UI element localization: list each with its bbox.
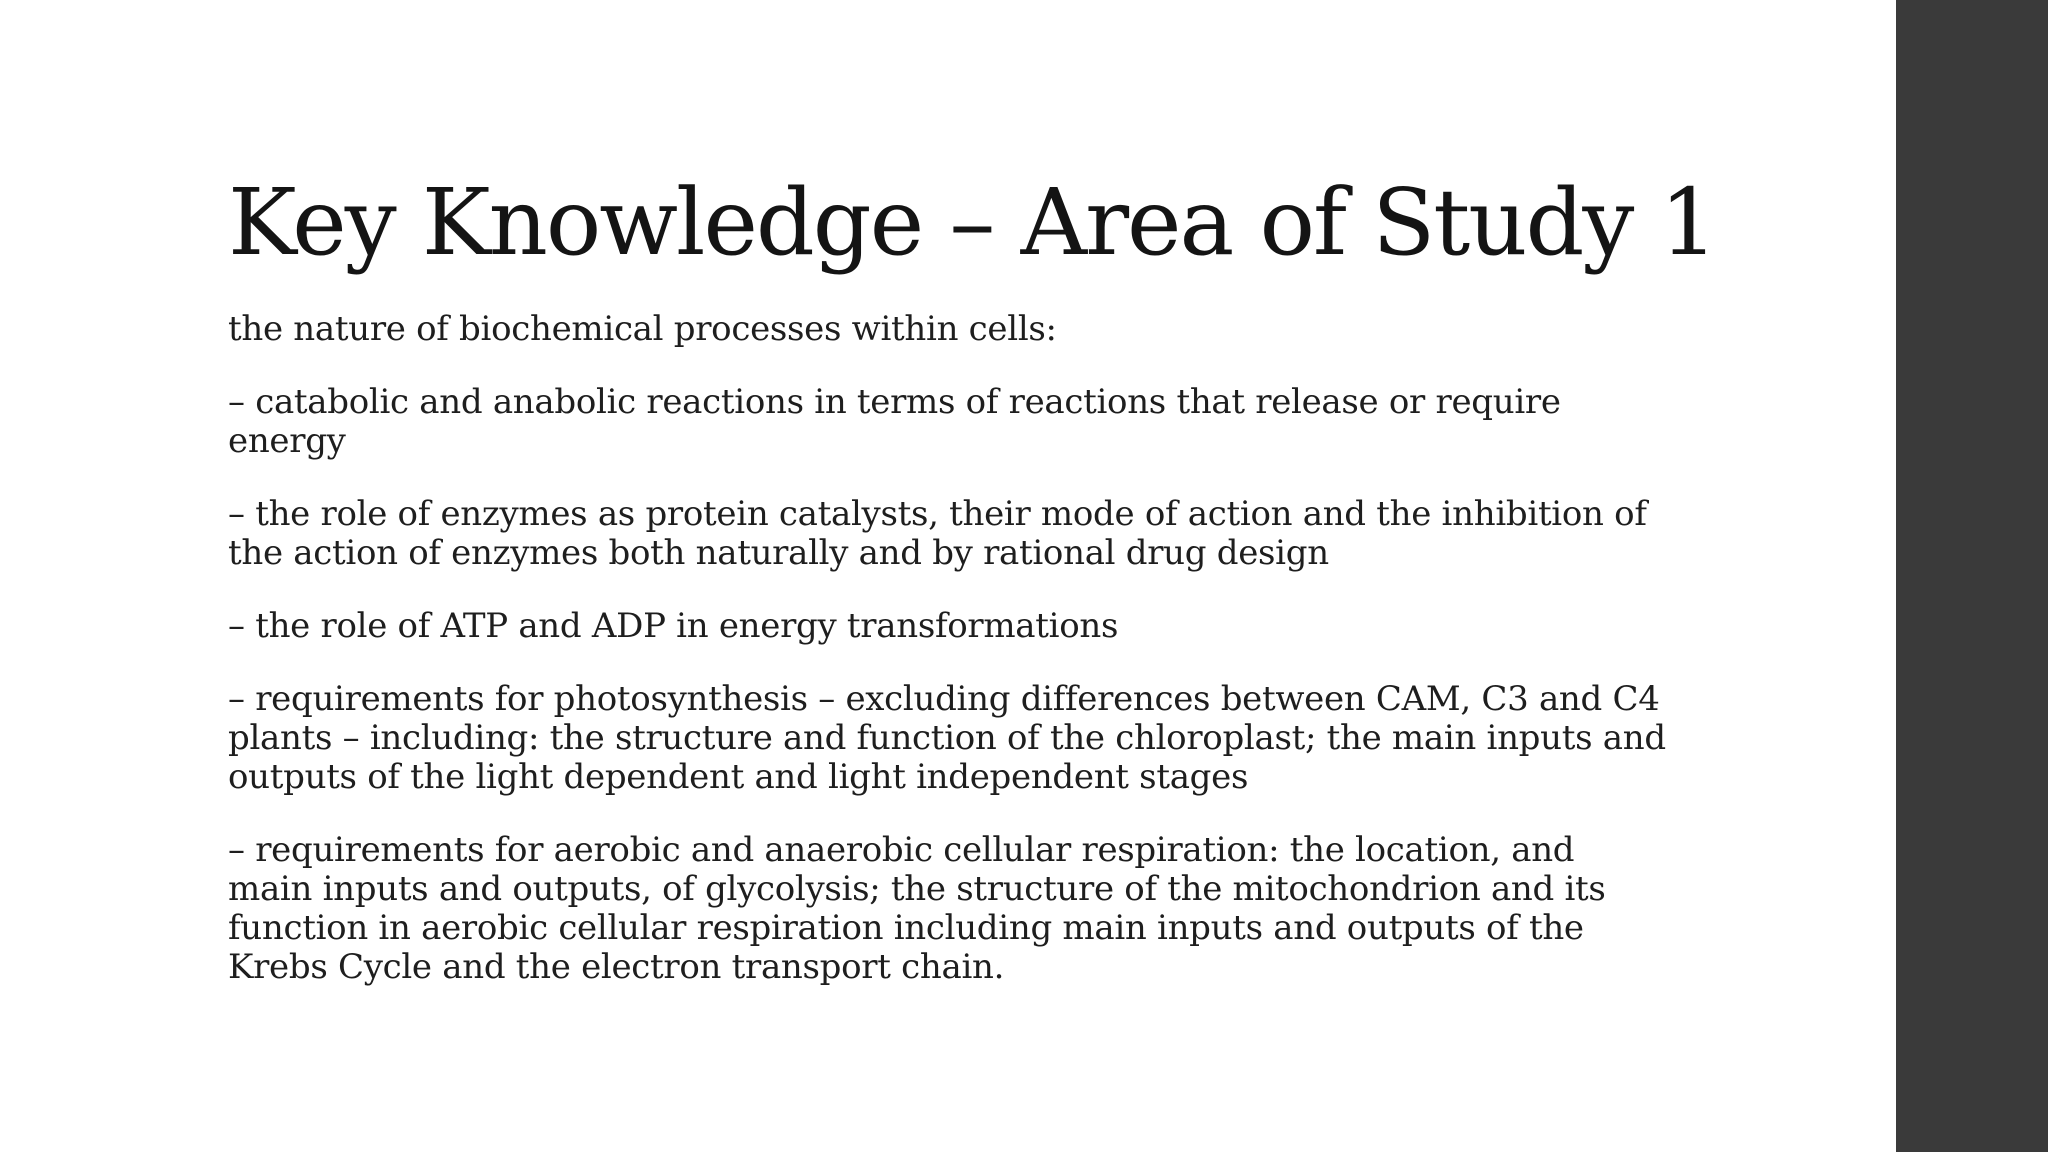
bullet-photosynthesis: – requirements for photosynthesis – excluding differences between CAM, C3 and C4 plants – including: the structure and function of the chloroplast; the main inputs and outputs of the light dependent and light independent stages <box>228 679 1666 797</box>
slide-body <box>228 310 1668 1021</box>
side-bar <box>1896 0 2048 1152</box>
intro-paragraph: the nature of biochemical processes within cells: <box>228 309 1057 349</box>
bullet-enzymes: – the role of enzymes as protein catalysts, their mode of action and the inhibition of the action of enzymes both naturally and by rational drug design <box>228 494 1647 573</box>
slide-title: Key Knowledge – Area of Study 1 <box>228 169 1717 276</box>
bullet-catabolic-anabolic: – catabolic and anabolic reactions in terms of reactions that release or require energy <box>228 382 1561 461</box>
bullet-cellular-respiration: – requirements for aerobic and anaerobic cellular respiration: the location, and main inputs and outputs, of glycolysis; the structure of the mitochondrion and its function in aerobic cellular respiration including main inputs and outputs of the Krebs Cycle and the electron transport chain. <box>228 830 1606 987</box>
bullet-atp-adp: – the role of ATP and ADP in energy transformations <box>228 606 1119 646</box>
